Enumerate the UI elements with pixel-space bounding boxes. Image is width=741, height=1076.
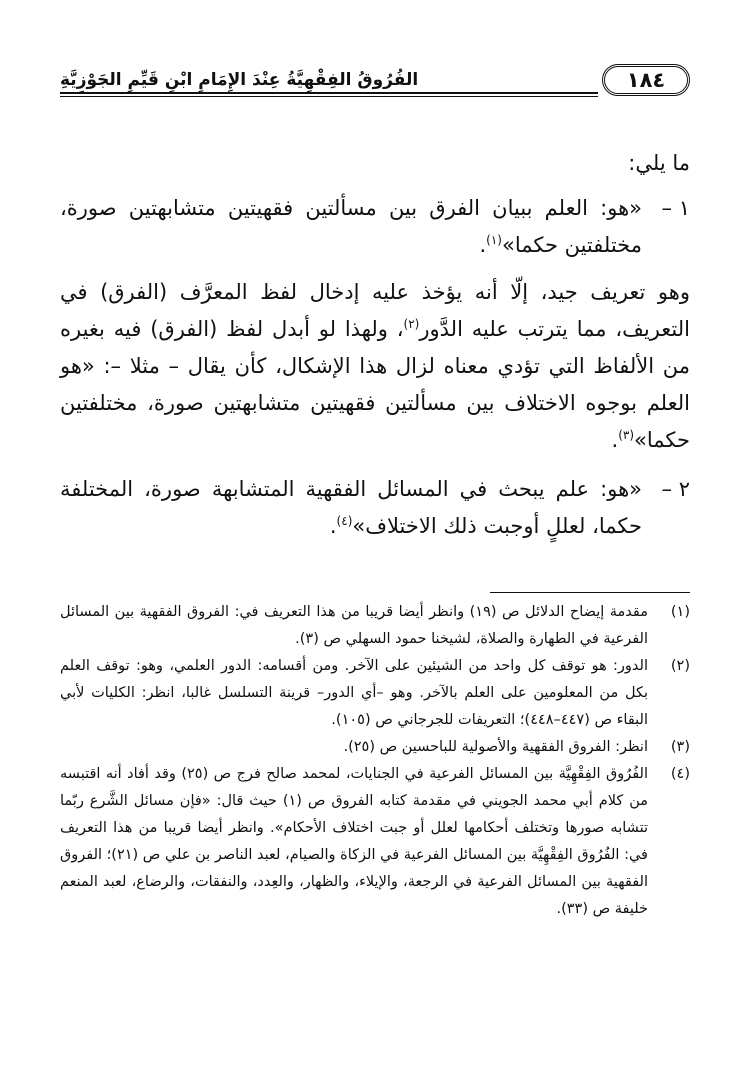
footnote-text: مقدمة إيضاح الدلائل ص (١٩) وانظر أيضا قريبا من هذا التعريف في: الفروق الفقهية بين المسائل الفرعية في الطهارة والصلاة، لشيخنا حمود السهلي ص (٣). — [60, 604, 649, 647]
item-number: ٢ – — [661, 477, 690, 501]
footnote-number: (٣) — [670, 739, 690, 755]
footnote-ref: (٤) — [336, 514, 353, 528]
item-text — [60, 471, 642, 545]
definition-item-1 — [60, 190, 690, 264]
footnote-text: الفُرُوق الفِقْهِيَّة بين المسائل الفرعية في الجنايات، لمحمد صالح فرج ص (٢٥) وقد أفاد أنه اقتبسه من كلام أبي محمد الجويني في مقدمة كتابه الفروق ص (١) حيث قال: «فإن مسائل الشَّرع ربّما تتشابه صورها وتختلف أحكامها لعلل أو جبت اختلاف الأحكام». وانظر أيضا قريبا من هذا التعريف في: الفُرُوق الفِقْهِيَّة بين المسائل الفرعية في الزكاة والصيام، لعبد الناصر بن علي ص (٢١)؛ الفروق الفقهية بين المسائل الفرعية في الرجعة، والإيلاء، والظهار، والعِدد، والنفقات، والرضاع، لعبد المنعم خليفة ص (٣٣). — [60, 766, 648, 917]
item-end: . — [479, 233, 487, 257]
page-header — [60, 62, 690, 102]
running-title: الفُرُوقُ الفِقْهِيَّةُ عِنْدَ الإِمَامِ ابْنِ قَيِّمِ الجَوْزِيَّةِ — [60, 70, 419, 90]
footnote — [60, 761, 690, 923]
footnote-ref: (٢) — [403, 317, 420, 331]
definition-item-2 — [60, 471, 690, 545]
footnote-number: (٢) — [670, 658, 690, 674]
footnote-text: انظر: الفروق الفقهية والأصولية للباحسين ص (٢٥). — [343, 739, 648, 755]
main-body — [60, 145, 690, 555]
commentary-paragraph — [60, 274, 690, 459]
footnote — [60, 734, 690, 761]
item-end: . — [329, 514, 337, 538]
para-end: . — [611, 428, 619, 452]
footnote-rule — [490, 592, 690, 593]
item-text — [60, 190, 642, 264]
page-number-badge: ١٨٤ — [602, 64, 690, 96]
footnote-ref: (٣) — [618, 428, 635, 442]
header-rule — [60, 92, 598, 97]
para-text-2: ، ولهذا لو أبدل لفظ (الفرق) فيه بغيره من الألفاظ التي تؤدي معناه لزال هذا الإشكال، كأن يقال – مثلا –: «هو العلم بوجوه الاختلاف بين مسألتين فقهيتين متشابهتين صورة، مختلفتين حكما» — [60, 317, 690, 452]
footnote-number: (٤) — [670, 766, 690, 782]
item-text-body: «هو: العلم ببيان الفرق بين مسألتين فقهيتين متشابهتين صورة، مختلفتين حكما» — [60, 196, 642, 257]
footnote — [60, 653, 690, 734]
item-text-body: «هو: علم يبحث في المسائل الفقهية المتشابهة صورة، المختلفة حكما، لعللٍ أوجبت ذلك الاختلاف» — [60, 477, 642, 538]
footnote-number: (١) — [670, 604, 690, 620]
footnote-ref: (١) — [486, 233, 502, 247]
footnote — [60, 599, 690, 653]
item-number: ١ – — [661, 196, 690, 220]
footnote-text: الدور: هو توقف كل واحد من الشيئين على الآخر. ومن أقسامه: الدور العلمي، وهو: توقف العلم بكل من المعلومين على العلم بالآخر. وهو –أي الدور– قرينة التسلسل غالبا، انظر: الكليات لأبي البقاء ص (٤٤٧–٤٤٨)؛ التعريفات للجرجاني ص (١٠٥). — [60, 658, 648, 728]
para-text-1: وهو تعريف جيد، إلّا أنه يؤخذ عليه إدخال لفظ المعرَّف (الفرق) في التعريف، مما يترتب عليه الدَّور — [60, 280, 690, 341]
footnotes-section — [60, 592, 690, 923]
lead-text: ما يلي: — [628, 151, 690, 175]
